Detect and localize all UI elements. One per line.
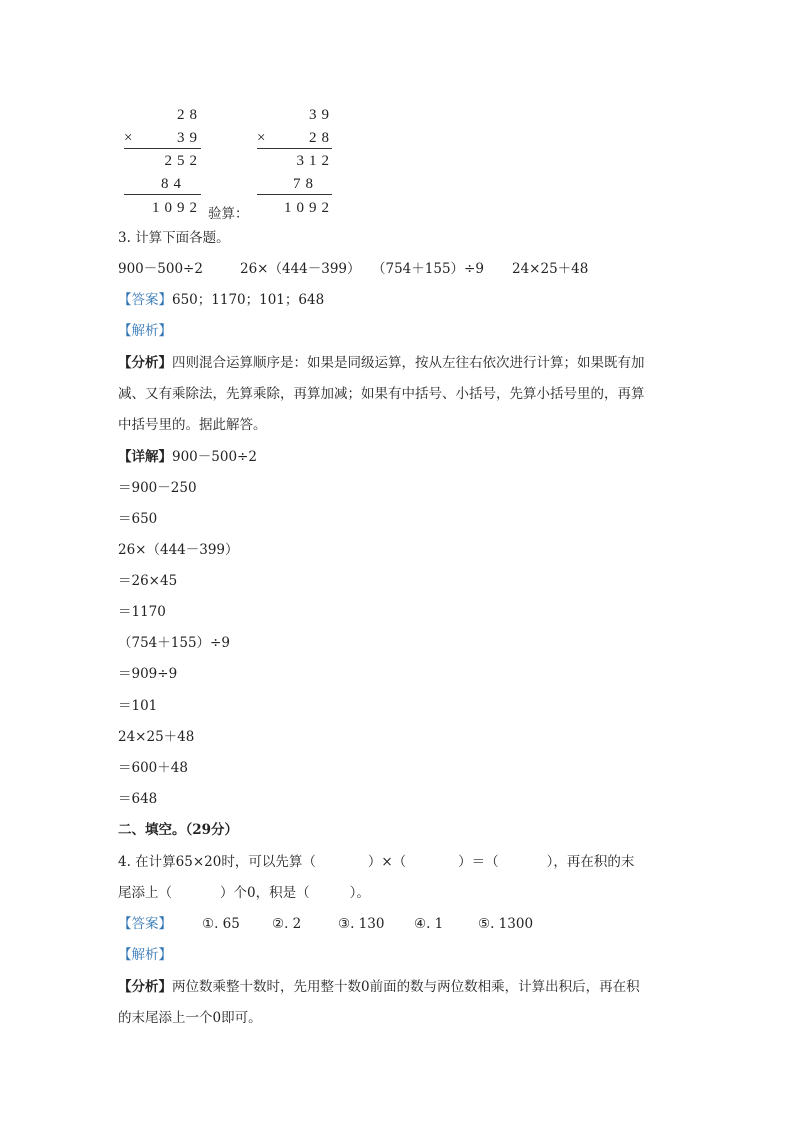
q4-text-g: ）。 [349, 885, 370, 901]
q3-problem-1: 900－500÷2 [118, 261, 203, 277]
q4-text-b: ）×（ [367, 854, 407, 870]
vc1-rule-2 [124, 194, 201, 195]
q3-detail-step: ＝900－250 [118, 480, 197, 496]
q3-problem-4: 24×25＋48 [512, 261, 589, 277]
q4-analysis-label: 【解析】 [118, 947, 172, 963]
vc1-rule-1 [124, 148, 201, 149]
q4-text-a: 4. 在计算65×20时，可以先算（ [118, 854, 316, 870]
q3-detail-step: ＝101 [118, 698, 158, 714]
q3-detail-step: ＝648 [118, 791, 158, 807]
q3-detail-step: 26×（444－399） [118, 542, 239, 558]
q3-detail-step: ＝1170 [118, 604, 166, 620]
q3-fenxi-line-3: 中括号里的。据此解答。 [118, 417, 267, 433]
q3-detail-line-1 [118, 448, 257, 466]
q4-answer-2: ②. 2 [272, 916, 302, 932]
vc1-times-sign: × [124, 130, 138, 146]
q3-detail-first: 900－500÷2 [172, 449, 257, 465]
vc2-partial-1: 312 [296, 153, 334, 169]
q3-problem-2: 26×（444－399） [240, 261, 361, 277]
vc2-bottom: 28 [309, 130, 334, 146]
q3-detail-step: ＝650 [118, 511, 158, 527]
q3-detail-step: （754＋155）÷9 [118, 635, 230, 651]
check-label: 验算： [208, 206, 249, 222]
q3-detail-step: 24×25＋48 [118, 729, 195, 745]
q3-detail-label: 【详解】 [118, 449, 172, 465]
q4-answer-1: ①. 65 [202, 916, 240, 932]
q3-detail-step: ＝600＋48 [118, 760, 188, 776]
q4-fenxi-line-2: 的末尾添上一个0即可。 [118, 1010, 262, 1026]
vc1-top: 28 [177, 107, 202, 123]
section-2-heading: 二、填空。（29分） [118, 822, 239, 838]
vc2-rule-2 [257, 194, 332, 195]
q3-fenxi-line-1 [118, 354, 645, 372]
vc1-result: 1092 [152, 200, 202, 216]
q4-text-c: ）＝（ [458, 854, 499, 870]
vc1-partial-1: 252 [164, 153, 202, 169]
q3-analysis-label: 【解析】 [118, 323, 172, 339]
q3-answer-label: 【答案】 [118, 292, 172, 308]
q4-answer-3: ③. 130 [338, 916, 385, 932]
q3-answer-text: 650；1170；101；648 [172, 292, 325, 308]
q4-answer-label: 【答案】 [118, 916, 172, 932]
q4-line-1 [118, 853, 634, 871]
q4-answer-5: ⑤. 1300 [478, 916, 534, 932]
q4-text-f: ）个0，积是（ [220, 885, 310, 901]
q4-answer [118, 915, 172, 933]
q3-fenxi-label: 【分析】 [118, 355, 172, 371]
vc2-result: 1092 [284, 200, 334, 216]
vc1-partial-2: 84 [161, 176, 186, 192]
q3-title: 3. 计算下面各题。 [118, 230, 230, 246]
q3-answer [118, 291, 324, 309]
q4-text-d: ），再在积的末 [546, 854, 635, 870]
vc2-rule-1 [257, 148, 332, 149]
q3-problem-3: （754＋155）÷9 [372, 261, 484, 277]
q4-fenxi-text-1: 两位数乘整十数时，先用整十数0前面的数与两位数相乘，计算出积后，再在积 [172, 979, 640, 995]
vc2-partial-2: 78 [293, 176, 318, 192]
q4-fenxi-line-1 [118, 978, 640, 996]
q3-fenxi-line-2: 减、又有乘除法，先算乘除，再算加减；如果有中括号、小括号，先算小括号里的，再算 [118, 386, 645, 402]
vc2-top: 39 [309, 107, 334, 123]
q3-detail-step: ＝26×45 [118, 573, 178, 589]
q3-fenxi-text-1: 四则混合运算顺序是：如果是同级运算，按从左往右依次进行计算；如果既有加 [172, 355, 645, 371]
q4-text-e: 尾添上（ [118, 885, 172, 901]
vc1-bottom: 39 [177, 130, 202, 146]
vc2-times-sign: × [257, 130, 271, 146]
q3-detail-step: ＝909÷9 [118, 666, 178, 682]
q4-fenxi-label: 【分析】 [118, 979, 172, 995]
q4-answer-4: ④. 1 [414, 916, 444, 932]
q4-line-2 [118, 884, 370, 902]
